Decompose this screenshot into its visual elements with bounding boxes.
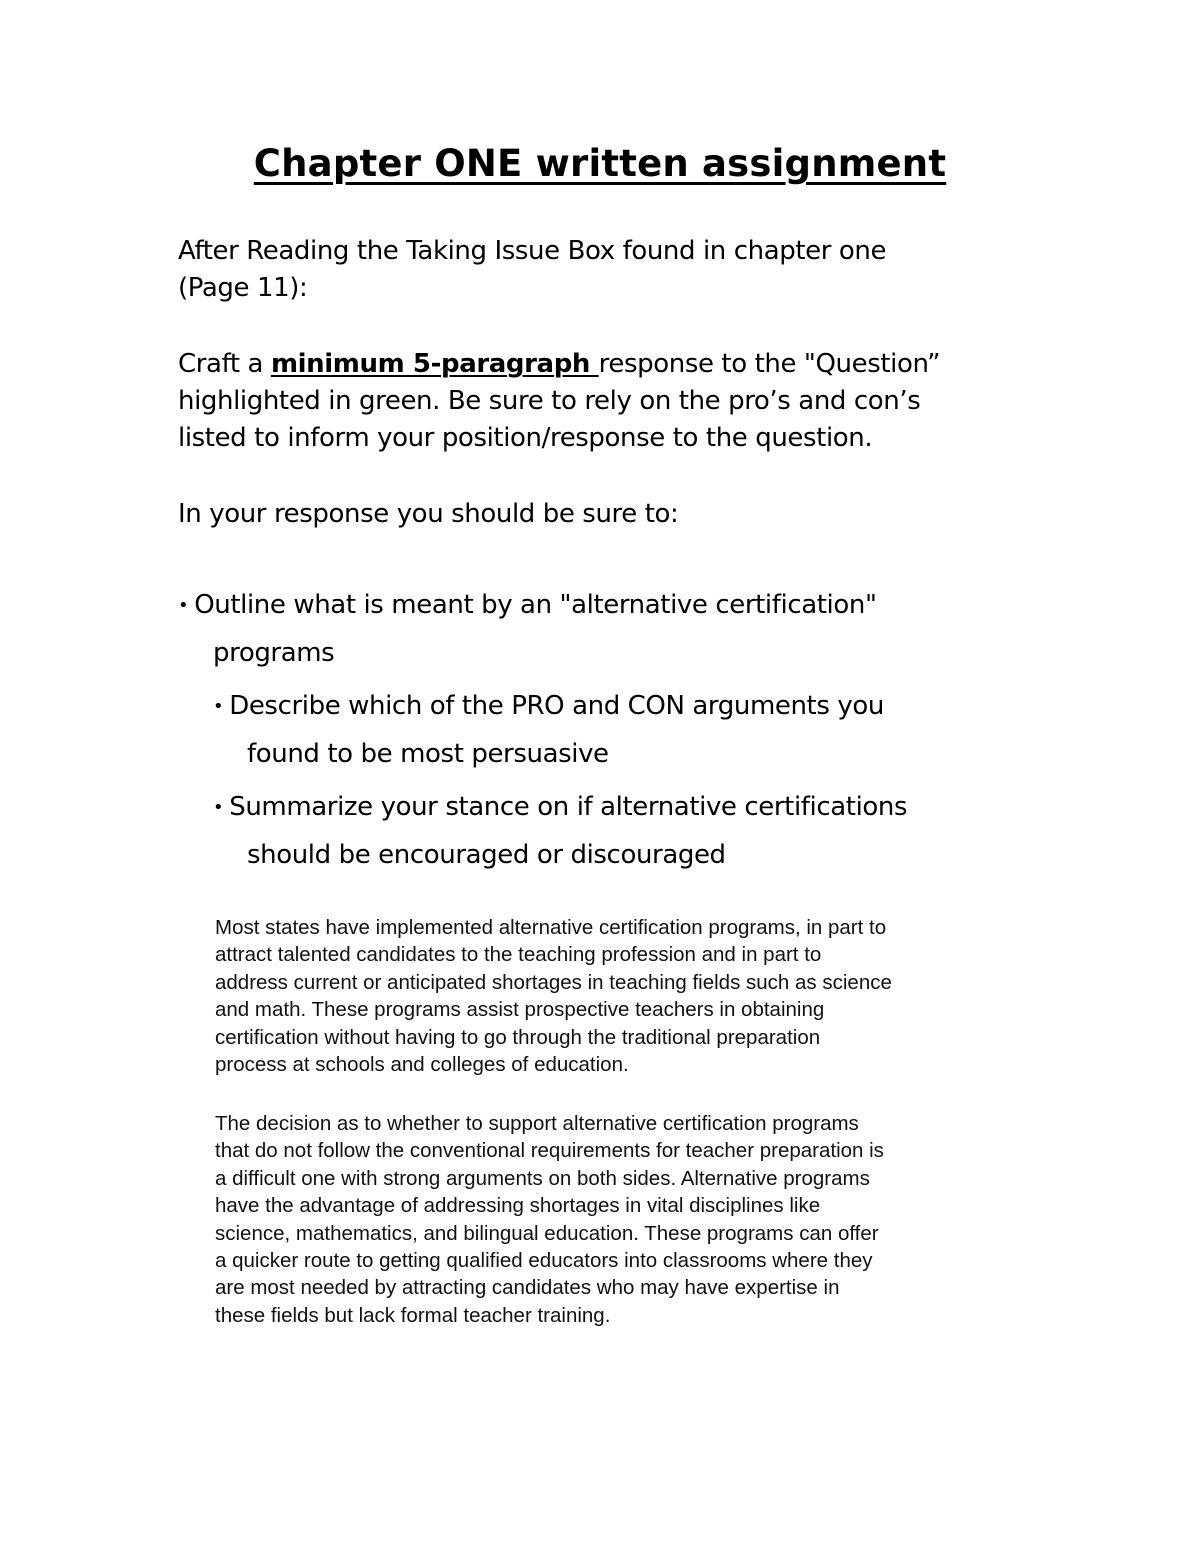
body-line: The decision as to whether to support alternative certification programs [215,1112,859,1135]
bullet-symbol: • [213,696,224,717]
bullet-item [213,783,907,832]
body-paragraph [215,1110,1005,1329]
bullet-continuation: programs [213,638,335,668]
body-line: science, mathematics, and bilingual education. These programs can offer [215,1221,879,1245]
response-intro: In your response you should be sure to: [178,499,679,529]
craft-emphasis: minimum 5-paragraph [270,349,599,379]
body-line: a difficult one with strong arguments on both sides. Alternative programs [215,1166,870,1190]
bullet-continuation: found to be most persuasive [247,739,609,769]
body-line: have the advantage of addressing shortages in vital disciplines like [215,1194,821,1218]
body-line: these fields but lack formal teacher training. [215,1303,611,1327]
craft-line: listed to inform your position/response to the question. [178,423,873,453]
craft-paragraph [178,346,1008,457]
intro-paragraph [178,233,1008,307]
body-line: a quicker route to getting qualified educators into classrooms where they [215,1249,873,1273]
bullet-symbol: • [178,595,189,616]
intro-line: (Page 11): [178,273,308,303]
body-line: certification without having to go through the traditional preparation [215,1025,821,1049]
craft-prefix: Craft a [178,349,271,379]
craft-line-rest: response to the "Question” [598,349,941,379]
body-line: Most states have implemented alternative certification programs, in part to [215,916,887,939]
body-line: attract talented candidates to the teaching profession and in part to [215,943,822,967]
bullet-symbol: • [213,797,224,818]
body-line: and math. These programs assist prospective teachers in obtaining [215,998,825,1022]
page-title: Chapter ONE written assignment [253,142,947,185]
bullet-item [213,682,884,731]
body-line: are most needed by attracting candidates who may have expertise in [215,1276,840,1300]
craft-line: highlighted in green. Be sure to rely on the pro’s and con’s [178,386,921,416]
craft-line [178,346,1008,383]
bullet-continuation: should be encouraged or discouraged [247,840,726,870]
bullet-text: Describe which of the PRO and CON arguments you [229,691,884,721]
body-paragraph [215,914,1005,1078]
body-line: process at schools and colleges of education. [215,1053,629,1077]
bullet-text: Outline what is meant by an "alternative certification" [194,590,877,620]
body-line: address current or anticipated shortages in teaching fields such as science [215,970,892,994]
intro-line: After Reading the Taking Issue Box found in chapter one [178,236,887,266]
bullet-text: Summarize your stance on if alternative certifications [229,792,908,822]
body-line: that do not follow the conventional requirements for teacher preparation is [215,1139,884,1163]
bullet-item [178,581,877,630]
